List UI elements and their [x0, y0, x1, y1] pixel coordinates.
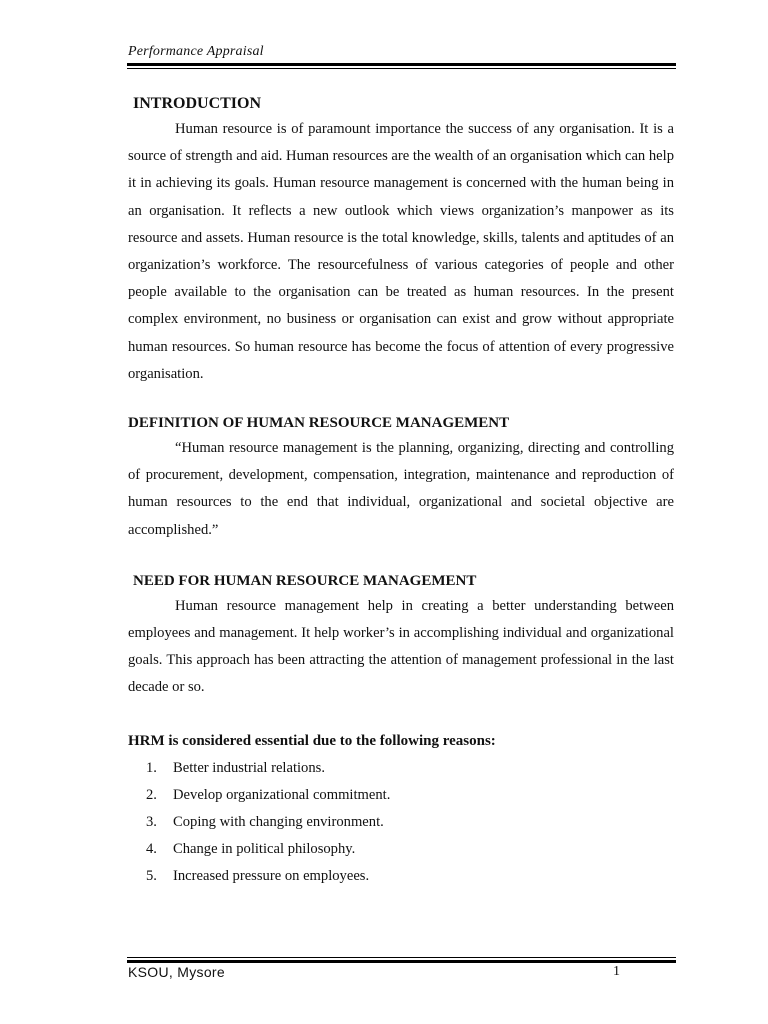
- reasons-list: [128, 755, 674, 891]
- list-item-text: Increased pressure on employees.: [173, 868, 370, 885]
- list-item: [128, 863, 674, 890]
- intro-paragraph: Human resource is of paramount importance the success of any organisation. It is a source of strength and aid. Human resources are the wealth of an organisation which can help it in achieving its goals. Human resource management is concerned with the human being in an organisation. It reflects a new outlook which views organization’s manpower as its resource and assets. Human resource is the total knowledge, skills, talents and aptitudes of an organization’s workforce. The resourcefulness of various categories of people and other people available to the organisation can be treated as human resources. In the present complex environment, no business or organisation can exist and grow without appropriate human resources. So human resource has become the focus of attention of every progressive organisation.: [128, 121, 674, 382]
- list-item-text: Change in political philosophy.: [173, 841, 356, 858]
- need-heading: NEED FOR HUMAN RESOURCE MANAGEMENT: [133, 572, 477, 589]
- footer-rule-thin: [127, 957, 676, 958]
- list-item: [128, 836, 674, 863]
- list-item-number: 3.: [146, 814, 157, 831]
- list-item-number: 2.: [146, 786, 157, 803]
- running-header: Performance Appraisal: [128, 44, 264, 59]
- list-item-number: 4.: [146, 841, 157, 858]
- definition-paragraph: “Human resource management is the planning, organizing, directing and controlling of procurement, development, compensation, integration, maintenance and reproduction of human resources to the end that individual, organizational and societal objective are accomplished.”: [128, 440, 674, 538]
- header-rule-thick: [127, 63, 676, 66]
- list-item-text: Develop organizational commitment.: [173, 786, 391, 803]
- reasons-heading: HRM is considered essential due to the following reasons:: [128, 732, 496, 749]
- list-item-number: 5.: [146, 868, 157, 885]
- need-paragraph: Human resource management help in creating a better understanding between employees and management. It help worker’s in accomplishing individual and organizational goals. This approach has been attracting the attention of management professional in the last decade or so.: [128, 597, 674, 696]
- definition-heading: DEFINITION OF HUMAN RESOURCE MANAGEMENT: [128, 415, 510, 432]
- footer-institution: KSOU, Mysore: [128, 964, 225, 980]
- list-item: [128, 809, 674, 836]
- footer-rule-thick: [127, 960, 676, 963]
- list-item: [128, 782, 674, 809]
- list-item-number: 1.: [146, 759, 157, 776]
- list-item-text: Coping with changing environment.: [173, 814, 384, 831]
- list-item: [128, 755, 674, 782]
- page-number: 1: [613, 964, 620, 979]
- intro-heading: INTRODUCTION: [133, 95, 262, 112]
- list-item-text: Better industrial relations.: [173, 759, 325, 776]
- header-rule-thin: [127, 68, 676, 69]
- page-content: [128, 92, 674, 891]
